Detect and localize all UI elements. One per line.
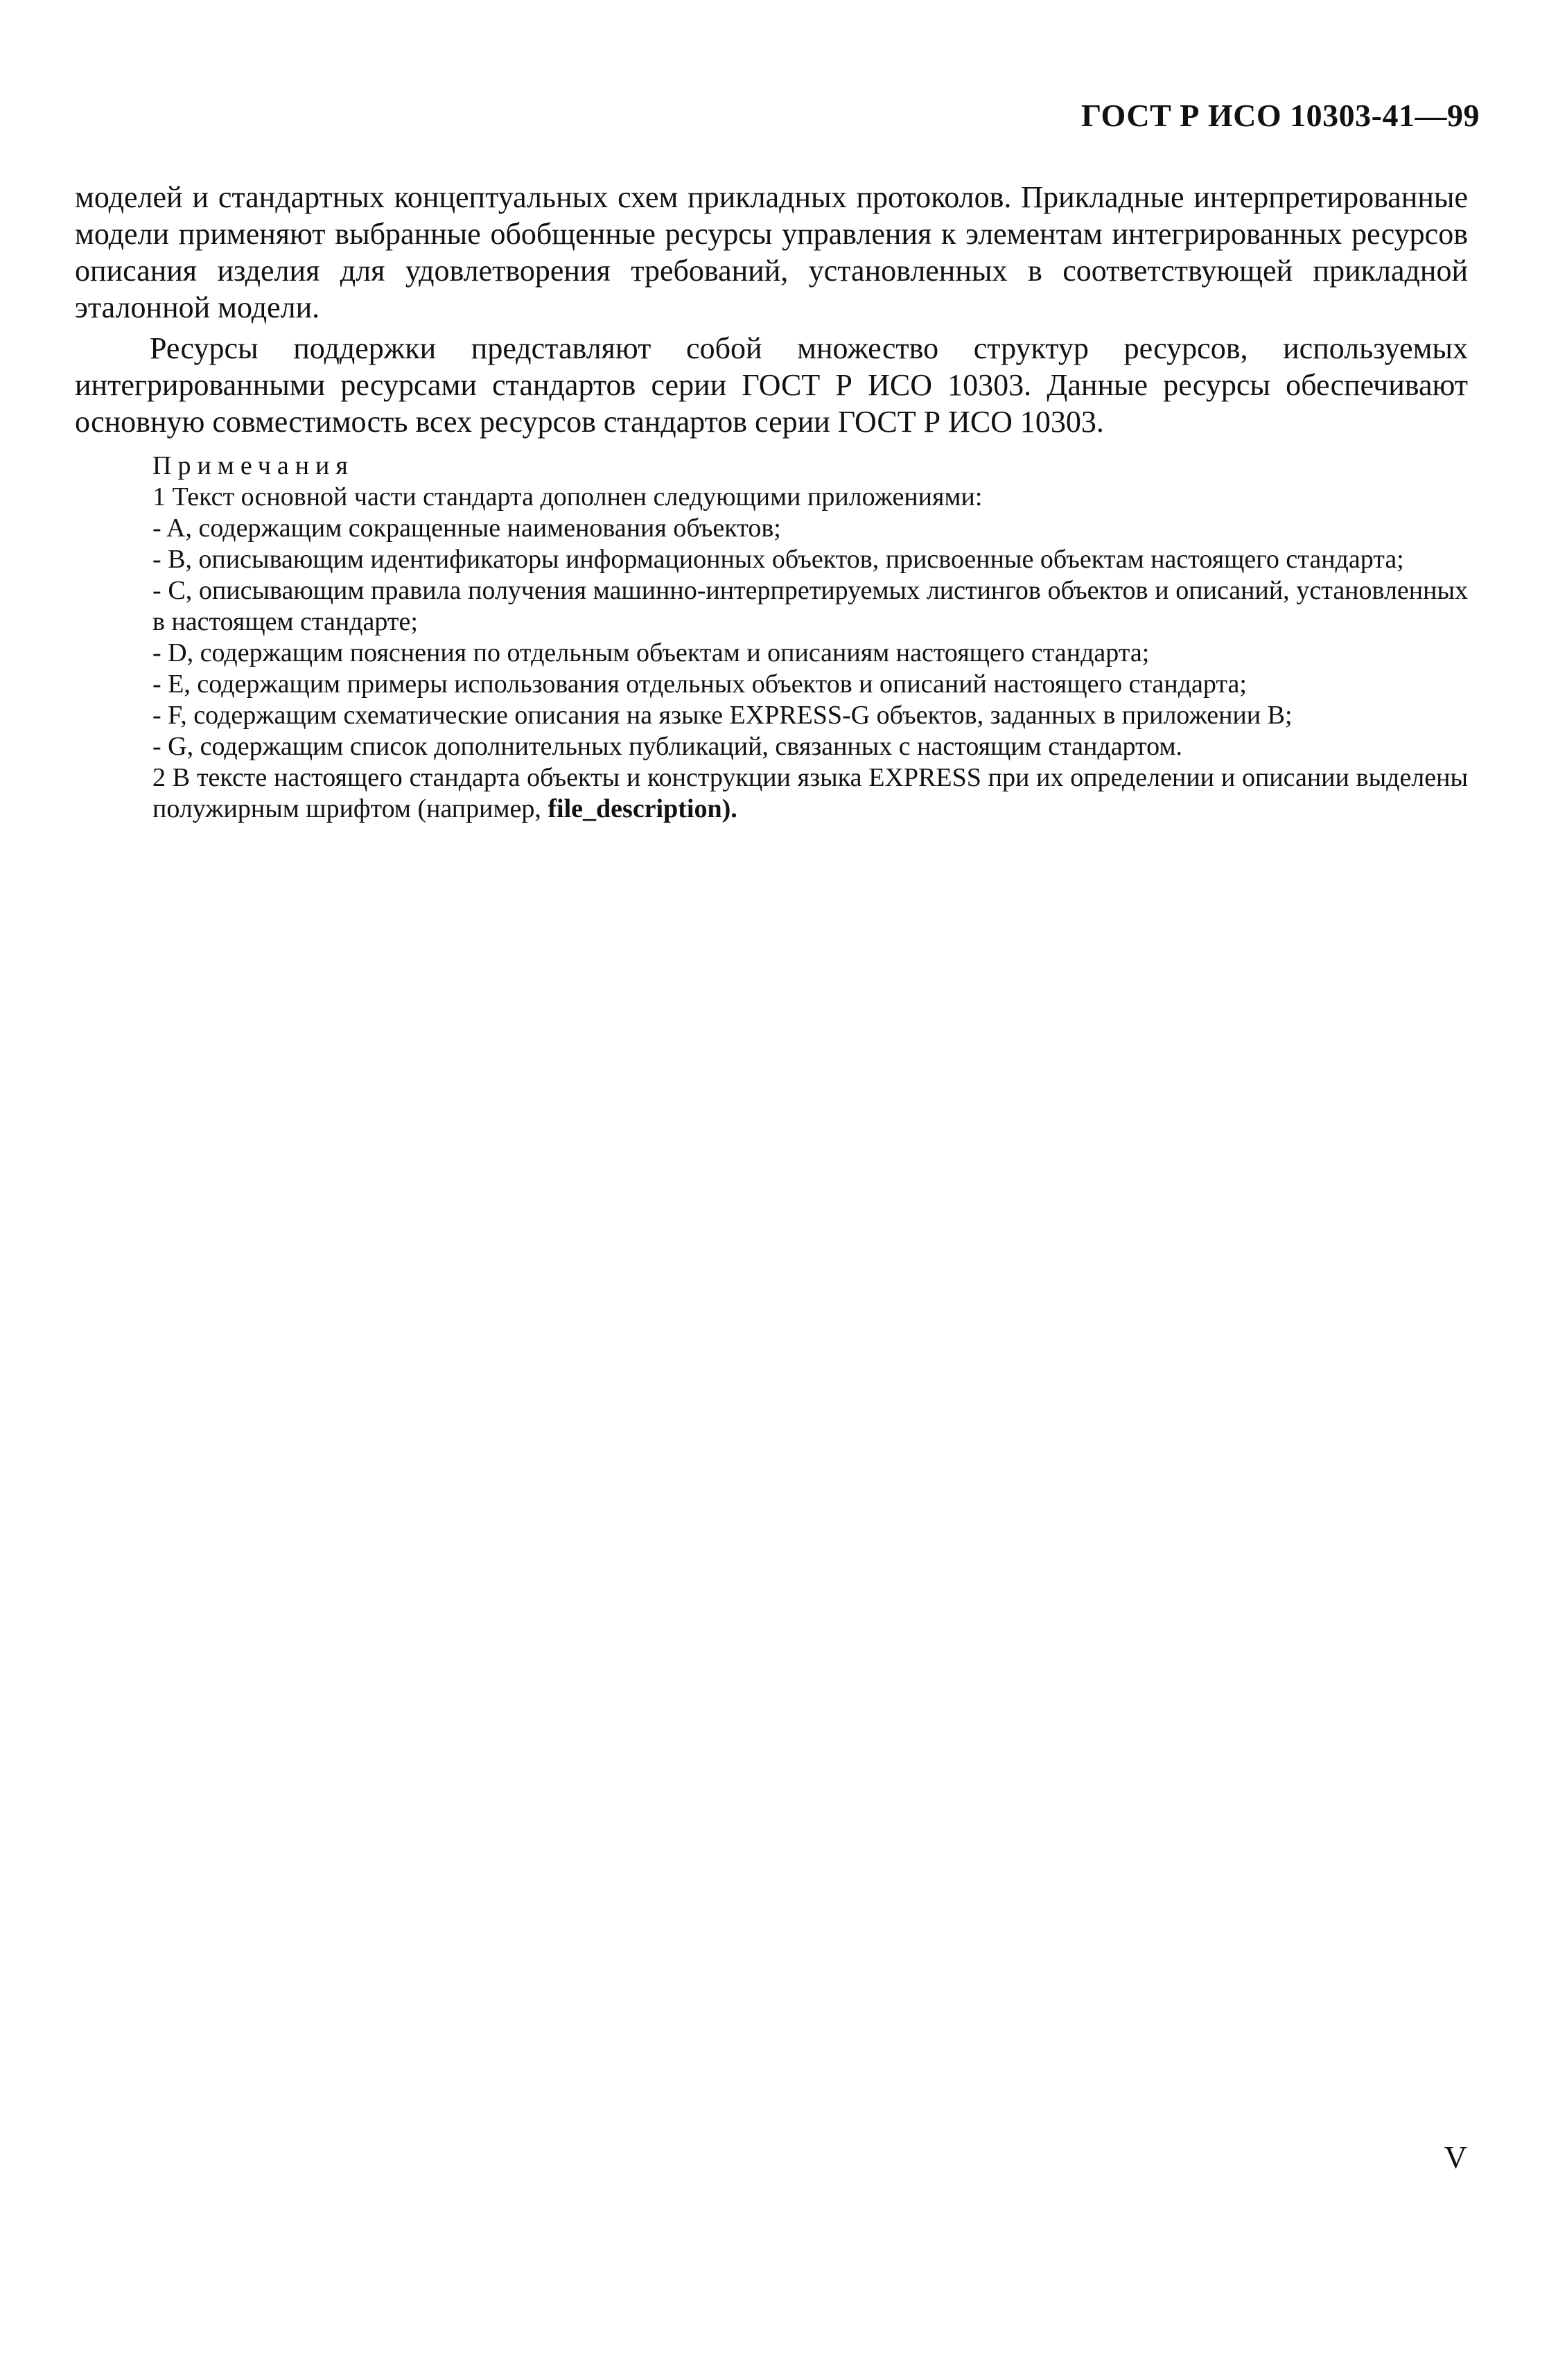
note-2-example: file_description). <box>548 794 737 823</box>
paragraph-2: Ресурсы поддержки представляют собой множество структур ресурсов, используемых интегрированными ресурсами стандартов серии ГОСТ Р ИСО 10303. Данные ресурсы обеспечивают основную совместимость всех ресурсов стандартов серии ГОСТ Р ИСО 10303. <box>75 331 1468 439</box>
body-text <box>75 179 1468 825</box>
note-item-d: - D, содержащим пояснения по отдельным объектам и описаниям настоящего стандарта; <box>152 638 1150 667</box>
note-item-b: - B, описывающим идентификаторы информационных объектов, присвоенные объектам настоящего стандарта; <box>152 545 1404 574</box>
page-number: V <box>1444 2140 1467 2175</box>
notes-section <box>75 450 1468 825</box>
note-2-text: 2 В тексте настоящего стандарта объекты и конструкции языка EXPRESS при их определении и описании выделены полужирным шрифтом (например, <box>152 763 1469 823</box>
note-1-intro: 1 Текст основной части стандарта дополнен следующими приложениями: <box>152 482 983 511</box>
standard-id-header: ГОСТ Р ИСО 10303-41—99 <box>1080 98 1480 133</box>
note-item-e: - E, содержащим примеры использования отдельных объектов и описаний настоящего стандарта; <box>152 670 1247 699</box>
note-item-f: - F, содержащим схематические описания на языке EXPRESS-G объектов, заданных в приложении B; <box>152 701 1293 730</box>
note-item-a: - A, содержащим сокращенные наименования объектов; <box>152 514 781 543</box>
note-item-c: - C, описывающим правила получения машинно-интерпретируемых листингов объектов и описаний, установленных в настоящем стандарте; <box>152 576 1468 636</box>
paragraph-1: моделей и стандартных концептуальных схем прикладных протоколов. Прикладные интерпретированные модели применяют выбранные обобщенные ресурсы управления к элементам интегрированных ресурсов описания изделия для удовлетворения требований, установленных в соответствующей прикладной эталонной модели. <box>75 180 1468 324</box>
note-2 <box>152 762 1468 825</box>
note-item-g: - G, содержащим список дополнительных публикаций, связанных с настоящим стандартом. <box>152 732 1182 761</box>
notes-title: Примечания <box>152 451 354 480</box>
